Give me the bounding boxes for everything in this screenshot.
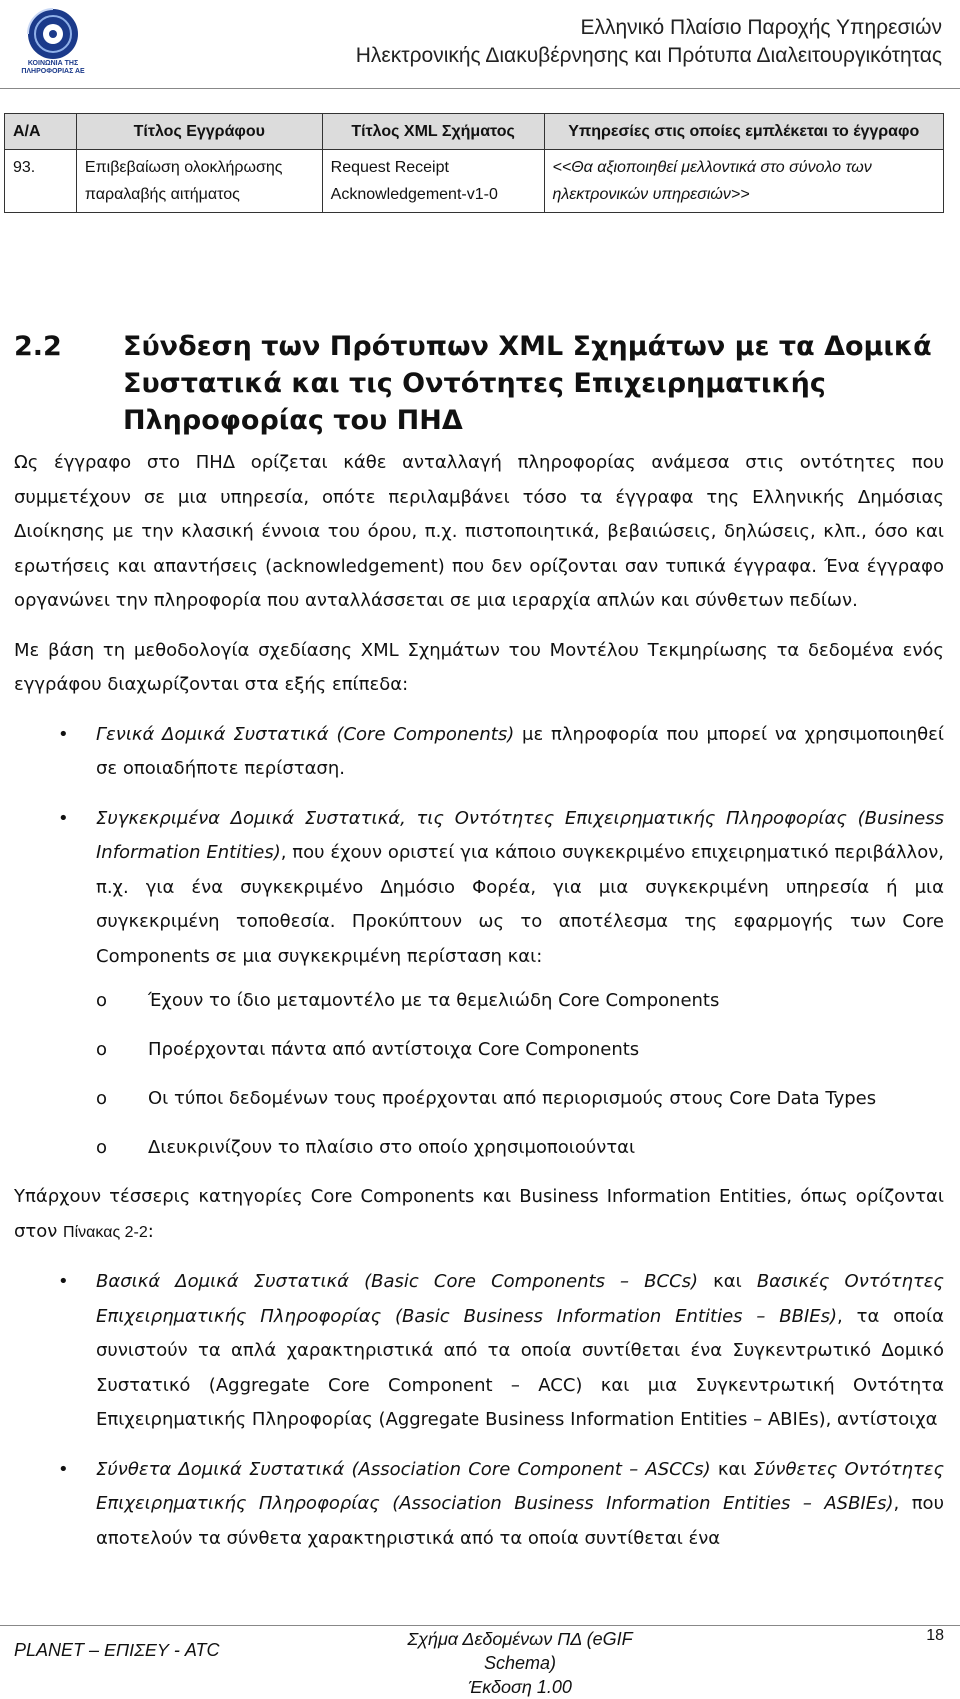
sub-bullet-icon: o: [96, 1039, 108, 1060]
bullet-4-term-2: Σύνθετες Οντότητες Επιχειρηματικής Πληροφορίας (Association Business Information Entities – ASBIEs): [96, 1458, 945, 1514]
bullet-4-text: , που αποτελούν τα σύνθετα χαρακτηριστικά από τα οποία συντίθεται ένα: [96, 1493, 944, 1549]
column-header-xml-title: Τίτλος XML Σχήματος: [322, 114, 544, 150]
page-number: 18: [926, 1627, 944, 1644]
section-title: Σύνδεση των Πρότυπων XML Σχημάτων με τα Δομικά Συστατικά και τις Οντότητες Επιχειρηματικής Πληροφορίας του ΠΗΔ: [123, 331, 932, 436]
sub-list-item: [14, 1131, 944, 1180]
footer-center: [370, 1627, 670, 1699]
paragraph-3-text: Υπάρχουν τέσσερις κατηγορίες Core Components και Business Information Entities, όπως ορίζονται στον: [14, 1186, 944, 1242]
paragraph-1: Ως έγγραφο στο ΠΗΔ ορίζεται κάθε ανταλλαγή πληροφορίας ανάμεσα στις οντότητες που συμμετέχουν σε μια υπηρεσία, οπότε περιλαμβάνει τόσο τα έγγραφα της Ελληνικής Δημόσιας Διοίκησης με την κλασική έννοια του όρου, π.χ. πιστοποιητικά, βεβαιώσεις, δηλώσεις, κλπ., όσο και ερωτήσεις και απαντήσεις (acknowledgement) που δεν ορίζονται σαν τυπικά έγγραφα. Ένα έγγραφο οργανώνει την πληροφορία που ανταλλάσσεται σε μια ιεραρχία απλών και σύνθετων πεδίων.: [14, 452, 944, 611]
footer-schema-title: Σχήμα Δεδομένων ΠΔ (eGIF Schema): [407, 1629, 633, 1673]
bullet-2-term: Συγκεκριμένα Δομικά Συστατικά, τις Οντότητες Επιχειρηματικής Πληροφορίας (Business Information Entities): [96, 807, 944, 863]
bullet-icon: •: [58, 1271, 69, 1292]
sub-bullet-icon: o: [96, 1088, 108, 1109]
document-body: [14, 446, 944, 1556]
header-line1: Ελληνικό Πλαίσιο Παροχής Υπηρεσιών: [580, 16, 942, 39]
footer-version: Έκδοση 1.00: [468, 1677, 572, 1697]
paragraph-3-end: :: [147, 1220, 154, 1242]
section-number: 2.2: [14, 331, 62, 362]
bullet-4-conj: και: [710, 1458, 754, 1480]
table-row: [5, 150, 944, 213]
paragraph-3: [14, 1180, 944, 1250]
bullet-4-term-1: Σύνθετα Δομικά Συστατικά (Association Core Component – ASCCs): [96, 1458, 711, 1480]
list-item: [14, 802, 944, 975]
cell-xml-title: Request Receipt Acknowledgement-v1-0: [322, 150, 544, 213]
section-heading: [14, 328, 944, 439]
bullet-3-conj: και: [698, 1271, 757, 1292]
sub-list-item: [14, 1033, 944, 1082]
cell-doc-title: Επιβεβαίωση ολοκλήρωσης παραλαβής αιτήματος: [76, 150, 322, 213]
cell-num: 93.: [5, 150, 77, 213]
page-header: [356, 14, 942, 70]
sub-list-item: [14, 984, 944, 1033]
column-header-services: Υπηρεσίες στις οποίες εμπλέκεται το έγγραφο: [544, 114, 943, 150]
sub-list-item: [14, 1082, 944, 1131]
footer-left: PLANET – ΕΠΙΣΕΥ - ATC: [14, 1640, 220, 1660]
header-divider: [0, 88, 960, 89]
bullet-3-term-2: Βασικές Οντότητες Επιχειρηματικής Πληροφορίας (Basic Business Information Entities – BBIEs): [96, 1271, 944, 1327]
logo-text-line2: ΠΛΗΡΟΦΟΡΙΑΣ ΑΕ: [21, 68, 85, 75]
sub-item-3: Οι τύποι δεδομένων τους προέρχονται από περιορισμούς στους Core Data Types: [148, 1088, 877, 1109]
list-item: [14, 1265, 944, 1438]
column-header-num: Α/Α: [5, 114, 77, 150]
table-header-row: [5, 114, 944, 150]
documents-table: [4, 113, 944, 213]
bullet-3-text: , τα οποία συνιστούν τα απλά χαρακτηριστικά από τα οποία συντίθεται ένα Συγκεντρωτικό Δομικό Συστατικό (Aggregate Core Component – ACC) και μια Συγκεντρωτική Οντότητα Επιχειρηματικής Πληροφορίας (Aggregate Business Information Entities – ABIEs), αντίστοιχα: [96, 1305, 944, 1430]
bullet-icon: •: [58, 723, 69, 745]
logo-emblem-icon: [14, 6, 92, 62]
bullet-icon: •: [58, 807, 69, 829]
sub-item-1: Έχουν το ίδιο μεταμοντέλο με τα θεμελιώδη Core Components: [148, 990, 720, 1011]
list-item: [14, 718, 944, 787]
sub-item-2: Προέρχονται πάντα από αντίστοιχα Core Components: [148, 1039, 640, 1060]
bullet-1-term: Γενικά Δομικά Συστατικά (Core Components): [96, 723, 515, 745]
header-line2: Ηλεκτρονικής Διακυβέρνησης και Πρότυπα Διαλειτουργικότητας: [355, 44, 942, 67]
organization-logo: [14, 6, 92, 76]
sub-bullet-icon: o: [96, 990, 108, 1011]
footer-divider: [0, 1625, 960, 1626]
bullet-icon: •: [58, 1458, 69, 1480]
column-header-doc-title: Τίτλος Εγγράφου: [76, 114, 322, 150]
paragraph-2: Με βάση τη μεθοδολογία σχεδίασης XML Σχημάτων του Μοντέλου Τεκμηρίωσης τα δεδομένα ενός εγγράφου διαχωρίζονται στα εξής επίπεδα:: [14, 639, 944, 695]
bullet-2-text: , που έχουν οριστεί για κάποιο συγκεκριμένο επιχειρηματικό περιβάλλον, π.χ. για ένα συγκεκριμένο Δημόσιο Φορέα, για μια συγκεκριμένη υπηρεσία ή μια συγκεκριμένη τοποθεσία. Προκύπτουν ως το αποτέλεσμα της εφαρμογής των Core Components σε μια συγκεκριμένη περίσταση και:: [96, 842, 944, 967]
table-reference-link[interactable]: Πίνακας 2-2: [63, 1223, 148, 1241]
sub-bullet-icon: o: [96, 1137, 108, 1158]
list-item: [14, 1453, 944, 1557]
logo-text-line1: ΚΟΙΝΩΝΙΑ ΤΗΣ: [27, 60, 79, 67]
cell-services: <<Θα αξιοποιηθεί μελλοντικά στο σύνολο των ηλεκτρονικών υπηρεσιών>>: [544, 150, 943, 213]
sub-item-4: Διευκρινίζουν το πλαίσιο στο οποίο χρησιμοποιούνται: [148, 1137, 636, 1158]
bullet-1-text: με πληροφορία που μπορεί να χρησιμοποιηθεί σε οποιαδήποτε περίσταση.: [96, 723, 945, 779]
bullet-3-term-1: Βασικά Δομικά Συστατικά (Basic Core Components – BCCs): [96, 1271, 699, 1292]
